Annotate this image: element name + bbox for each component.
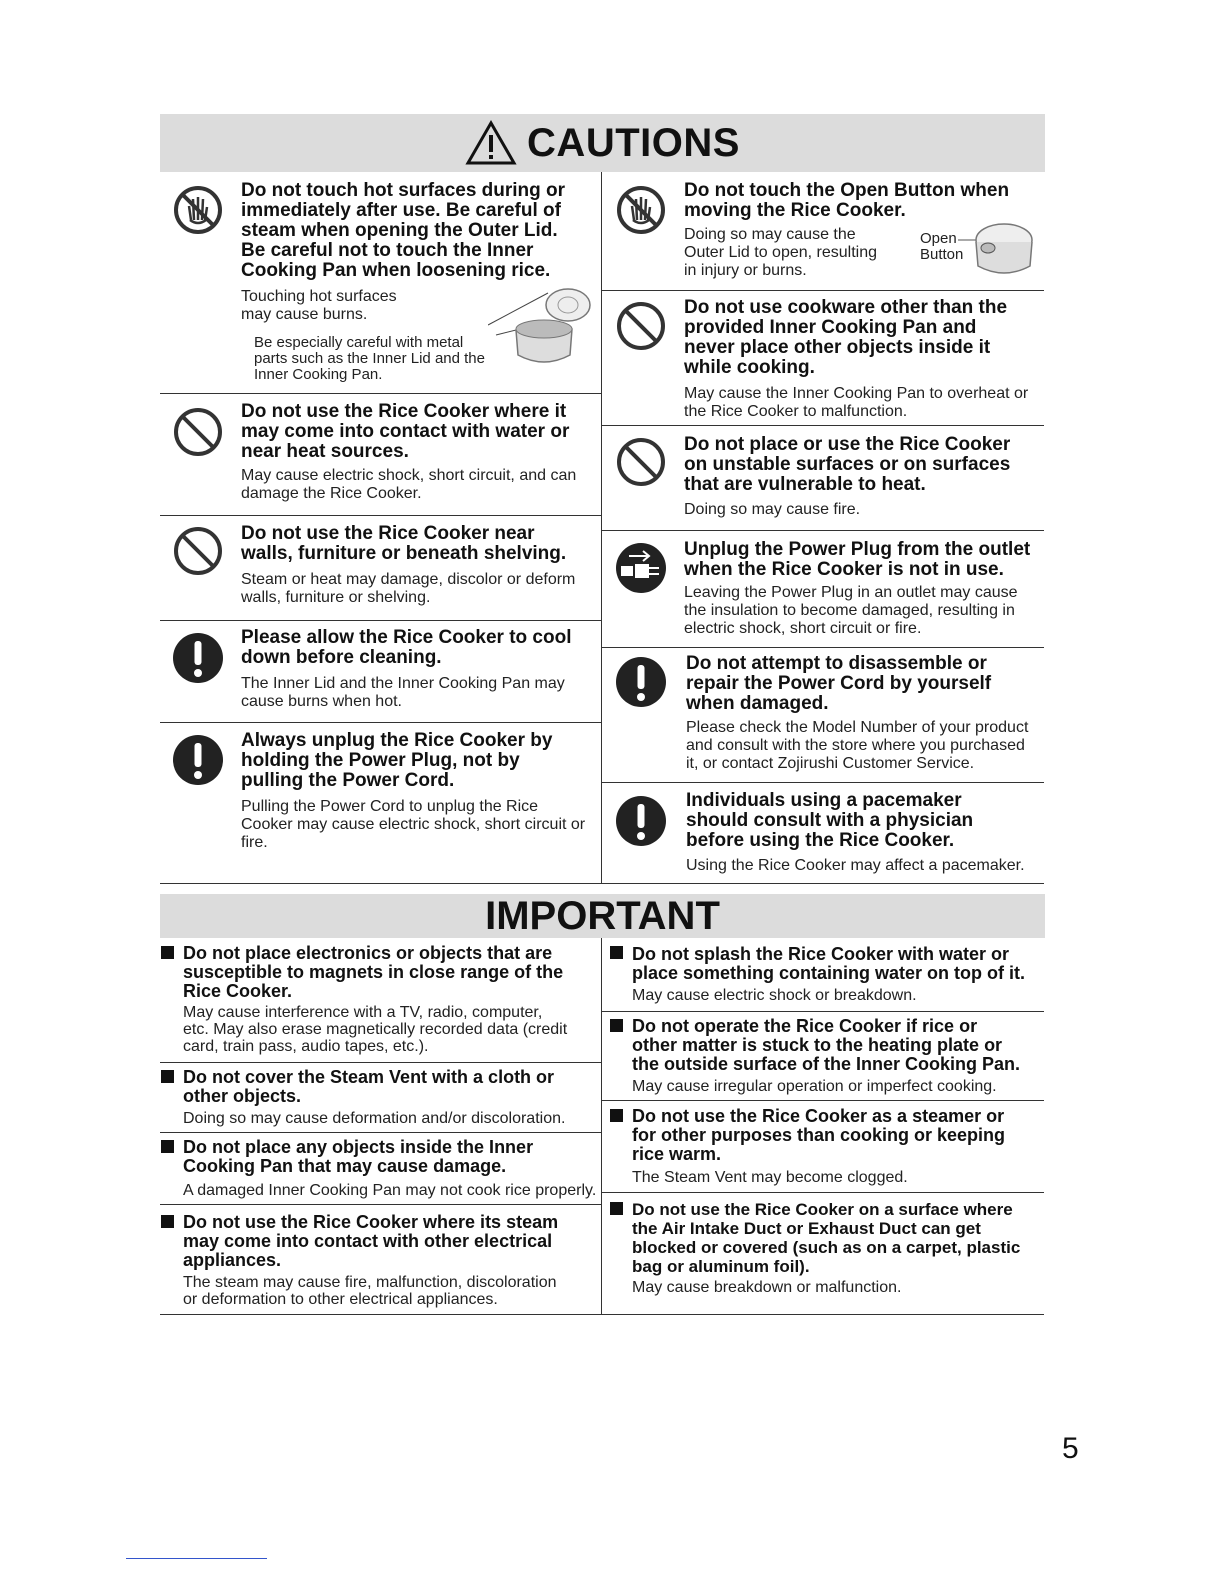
mandatory-icon [172, 632, 224, 684]
cautions-banner [160, 114, 1045, 172]
page-number: 5 [1062, 1432, 1079, 1465]
important-title: Do not cover the Steam Vent with a cloth or other objects. [183, 1067, 555, 1106]
prohibited-icon [172, 525, 224, 577]
divider [160, 620, 601, 621]
mandatory-icon [172, 734, 224, 786]
caution-title: Do not use cookware other than the provided Inner Cooking Pan and never place other objects inside it while cooking. [684, 297, 1008, 378]
square-bullet-icon [161, 946, 174, 959]
caution-description: Using the Rice Cooker may affect a pacemaker. [686, 857, 1025, 874]
rice-cooker-open-button-illustration [958, 218, 1036, 282]
important-title: Do not use the Rice Cooker where its steam may come into contact with other electrical appliances. [183, 1212, 559, 1270]
caution-title: Please allow the Rice Cooker to cool down before cleaning. [241, 627, 572, 668]
important-title: Do not place any objects inside the Inner Cooking Pan that may cause damage. [183, 1137, 534, 1176]
important-banner [160, 894, 1045, 938]
important-column-divider [601, 938, 602, 1314]
caution-title: Do not use the Rice Cooker near walls, furniture or beneath shelving. [241, 523, 567, 564]
divider [160, 722, 601, 723]
important-description: May cause irregular operation or imperfect cooking. [632, 1078, 997, 1095]
important-title: Do not splash the Rice Cooker with water or place something containing water on top of it. [632, 944, 1026, 983]
important-title: Do not operate the Rice Cooker if rice or other matter is stuck to the heating plate or the outside surface of the Inner Cooking Pan. [632, 1016, 1021, 1074]
caution-description: May cause the Inner Cooking Pan to overheat or the Rice Cooker to malfunction. [684, 385, 1029, 420]
unplug-icon [615, 542, 667, 594]
warning-triangle-icon [465, 120, 517, 166]
caution-title: Unplug the Power Plug from the outlet when the Rice Cooker is not in use. [684, 539, 1031, 580]
mandatory-icon [615, 795, 667, 847]
caution-description: Touching hot surfaces may cause burns. [241, 288, 397, 323]
cautions-column-divider [601, 172, 602, 884]
caution-description: May cause electric shock, short circuit, and can damage the Rice Cooker. [241, 467, 577, 502]
caution-description: Please check the Model Number of your product and consult with the store where you purchased it, or contact Zojirushi Customer Service. [686, 719, 1029, 772]
divider [160, 1132, 601, 1133]
footnote-rule [126, 1558, 267, 1559]
caution-title: Do not place or use the Rice Cooker on unstable surfaces or on surfaces that are vulnerable to heat. [684, 434, 1011, 495]
important-heading: IMPORTANT [485, 893, 720, 938]
divider [160, 883, 1044, 884]
caution-description: The Inner Lid and the Inner Cooking Pan may cause burns when hot. [241, 675, 565, 710]
important-title: Do not use the Rice Cooker as a steamer or for other purposes than cooking or keeping rice warm. [632, 1106, 1006, 1164]
caution-title: Do not touch the Open Button when moving the Rice Cooker. [684, 180, 1010, 221]
caution-title: Do not attempt to disassemble or repair the Power Cord by yourself when damaged. [686, 653, 992, 714]
divider [601, 1011, 1044, 1012]
caution-description: Steam or heat may damage, discolor or deform walls, furniture or shelving. [241, 571, 576, 606]
divider [601, 425, 1044, 426]
square-bullet-icon [610, 1202, 623, 1215]
divider [601, 530, 1044, 531]
important-description: May cause breakdown or malfunction. [632, 1279, 902, 1296]
important-description: Doing so may cause deformation and/or discoloration. [183, 1110, 566, 1127]
caution-note: Be especially careful with metal parts such as the Inner Lid and the Inner Cooking Pan. [254, 334, 485, 383]
square-bullet-icon [610, 946, 623, 959]
important-title: Do not use the Rice Cooker on a surface where the Air Intake Duct or Exhaust Duct can get blocked or covered (such as on a carpet, plastic bag or aluminum foil). [632, 1200, 1021, 1276]
caution-description: Doing so may cause the Outer Lid to open, resulting in injury or burns. [684, 226, 878, 279]
important-title: Do not place electronics or objects that are susceptible to magnets in close range of the Rice Cooker. [183, 943, 564, 1001]
square-bullet-icon [161, 1070, 174, 1083]
prohibited-icon [172, 406, 224, 458]
divider [601, 782, 1044, 783]
caution-description: Leaving the Power Plug in an outlet may cause the insulation to become damaged, resulting in electric shock, short circuit or fire. [684, 584, 1018, 637]
important-description: A damaged Inner Cooking Pan may not cook rice properly. [183, 1182, 597, 1199]
caution-title: Individuals using a pacemaker should consult with a physician before using the Rice Cooker. [686, 790, 974, 851]
open-button-callout: Open Button [920, 230, 964, 263]
important-description: May cause electric shock or breakdown. [632, 987, 917, 1004]
square-bullet-icon [161, 1140, 174, 1153]
caution-title: Do not use the Rice Cooker where it may come into contact with water or near heat sources. [241, 401, 570, 462]
caution-title: Do not touch hot surfaces during or immediately after use. Be careful of steam when opening the Outer Lid. Be careful not to touch the Inner Cooking Pan when loosening rice. [241, 180, 566, 281]
mandatory-icon [615, 656, 667, 708]
square-bullet-icon [161, 1215, 174, 1228]
rice-cooker-open-illustration [488, 285, 594, 371]
prohibited-icon [615, 436, 667, 488]
caution-description: Pulling the Power Cord to unplug the Rice Cooker may cause electric shock, short circuit or fire. [241, 798, 586, 851]
important-description: The Steam Vent may become clogged. [632, 1169, 908, 1186]
cautions-heading: CAUTIONS [527, 120, 740, 165]
divider [601, 647, 1044, 648]
prohibited-icon [615, 300, 667, 352]
divider [601, 290, 1044, 291]
divider [601, 1192, 1044, 1193]
no-touch-hand-icon [615, 184, 667, 236]
caution-title: Always unplug the Rice Cooker by holding the Power Plug, not by pulling the Power Cord. [241, 730, 553, 791]
divider [160, 1062, 601, 1063]
divider [160, 1314, 1044, 1315]
caution-description: Doing so may cause fire. [684, 501, 861, 518]
divider [160, 393, 601, 394]
divider [160, 1204, 601, 1205]
divider [160, 515, 601, 516]
square-bullet-icon [610, 1109, 623, 1122]
divider [601, 1100, 1044, 1101]
important-description: May cause interference with a TV, radio, computer, etc. May also erase magnetically recorded data (credit card, train pass, audio tapes, etc.). [183, 1004, 568, 1055]
square-bullet-icon [610, 1019, 623, 1032]
no-touch-hand-icon [172, 184, 224, 236]
important-description: The steam may cause fire, malfunction, discoloration or deformation to other electrical appliances. [183, 1274, 557, 1308]
